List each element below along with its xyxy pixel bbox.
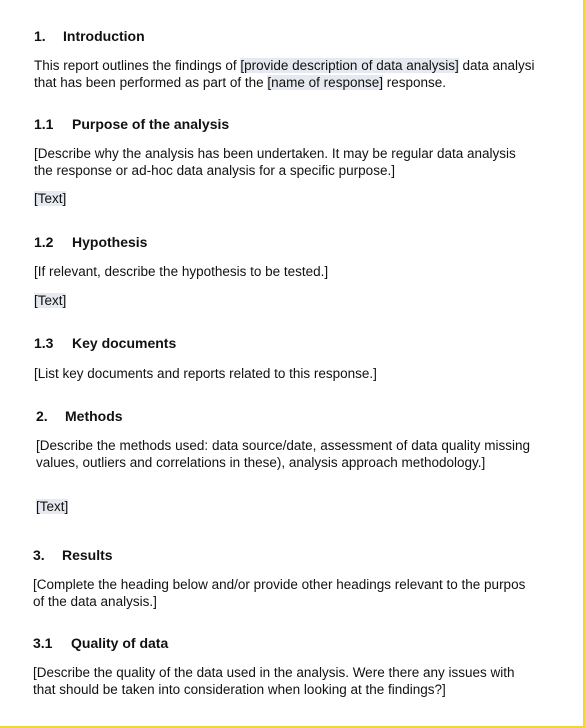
paragraph-line: [Describe the quality of the data used in the analysis. Were there any issues with — [33, 665, 515, 680]
text-placeholder: [Text] — [36, 499, 69, 514]
text-placeholder: [Text] — [34, 293, 67, 308]
field-data-description: [provide description of data analysis] — [240, 58, 459, 73]
heading-title: Quality of data — [71, 635, 169, 651]
paragraph-line: [Complete the heading below and/or provide other headings relevant to the purpos — [33, 577, 526, 592]
paragraph-line: of the data analysis.] — [33, 594, 157, 609]
quality-paragraph — [33, 664, 515, 698]
text-run: data analysi — [458, 58, 535, 73]
introduction-paragraph — [34, 57, 535, 91]
heading-title: Purpose of the analysis — [72, 116, 230, 132]
hypothesis-paragraph: [If relevant, describe the hypothesis to be tested.] — [34, 264, 329, 279]
heading-quality-of-data — [33, 635, 168, 652]
heading-number: 3. — [33, 547, 45, 563]
heading-number: 1.3 — [34, 335, 54, 351]
paragraph-line — [34, 74, 535, 91]
heading-title: Hypothesis — [72, 234, 148, 250]
heading-number: 2. — [36, 408, 48, 424]
heading-number: 1.2 — [34, 234, 54, 250]
heading-methods — [36, 408, 123, 425]
text-placeholder: [Text] — [34, 191, 67, 206]
paragraph-line: [Describe why the analysis has been undertaken. It may be regular data analysis — [34, 146, 516, 161]
heading-purpose — [34, 116, 229, 133]
paragraph-line — [34, 57, 535, 74]
text-run: response. — [382, 75, 447, 90]
purpose-text-placeholder — [34, 190, 66, 207]
heading-title: Key documents — [72, 335, 177, 351]
heading-results — [33, 547, 113, 564]
methods-text-placeholder — [36, 498, 68, 515]
heading-hypothesis — [34, 234, 147, 251]
paragraph-line: that should be taken into consideration when looking at the findings?] — [33, 682, 446, 697]
text-run: that has been performed as part of the — [34, 75, 268, 90]
text-run: This report outlines the findings of — [34, 58, 241, 73]
paragraph-line: the response or ad-hoc data analysis for a specific purpose.] — [34, 163, 395, 178]
heading-title: Results — [62, 547, 113, 563]
heading-number: 1. — [34, 28, 46, 44]
field-response-name: [name of response] — [267, 75, 383, 90]
hypothesis-text-placeholder — [34, 292, 66, 309]
heading-introduction — [34, 28, 145, 45]
methods-paragraph: [Describe the methods used: data source/date, assessment of data quality missing values, outliers and correlations in these), analysis approach methodology.] — [36, 438, 530, 470]
heading-key-documents — [34, 335, 176, 352]
heading-title: Methods — [65, 408, 123, 424]
key-documents-paragraph: [List key documents and reports related to this response.] — [34, 366, 377, 381]
heading-number: 1.1 — [34, 116, 54, 132]
heading-title: Introduction — [63, 28, 145, 44]
purpose-paragraph — [34, 145, 516, 179]
heading-number: 3.1 — [33, 635, 53, 651]
results-paragraph — [33, 576, 525, 610]
